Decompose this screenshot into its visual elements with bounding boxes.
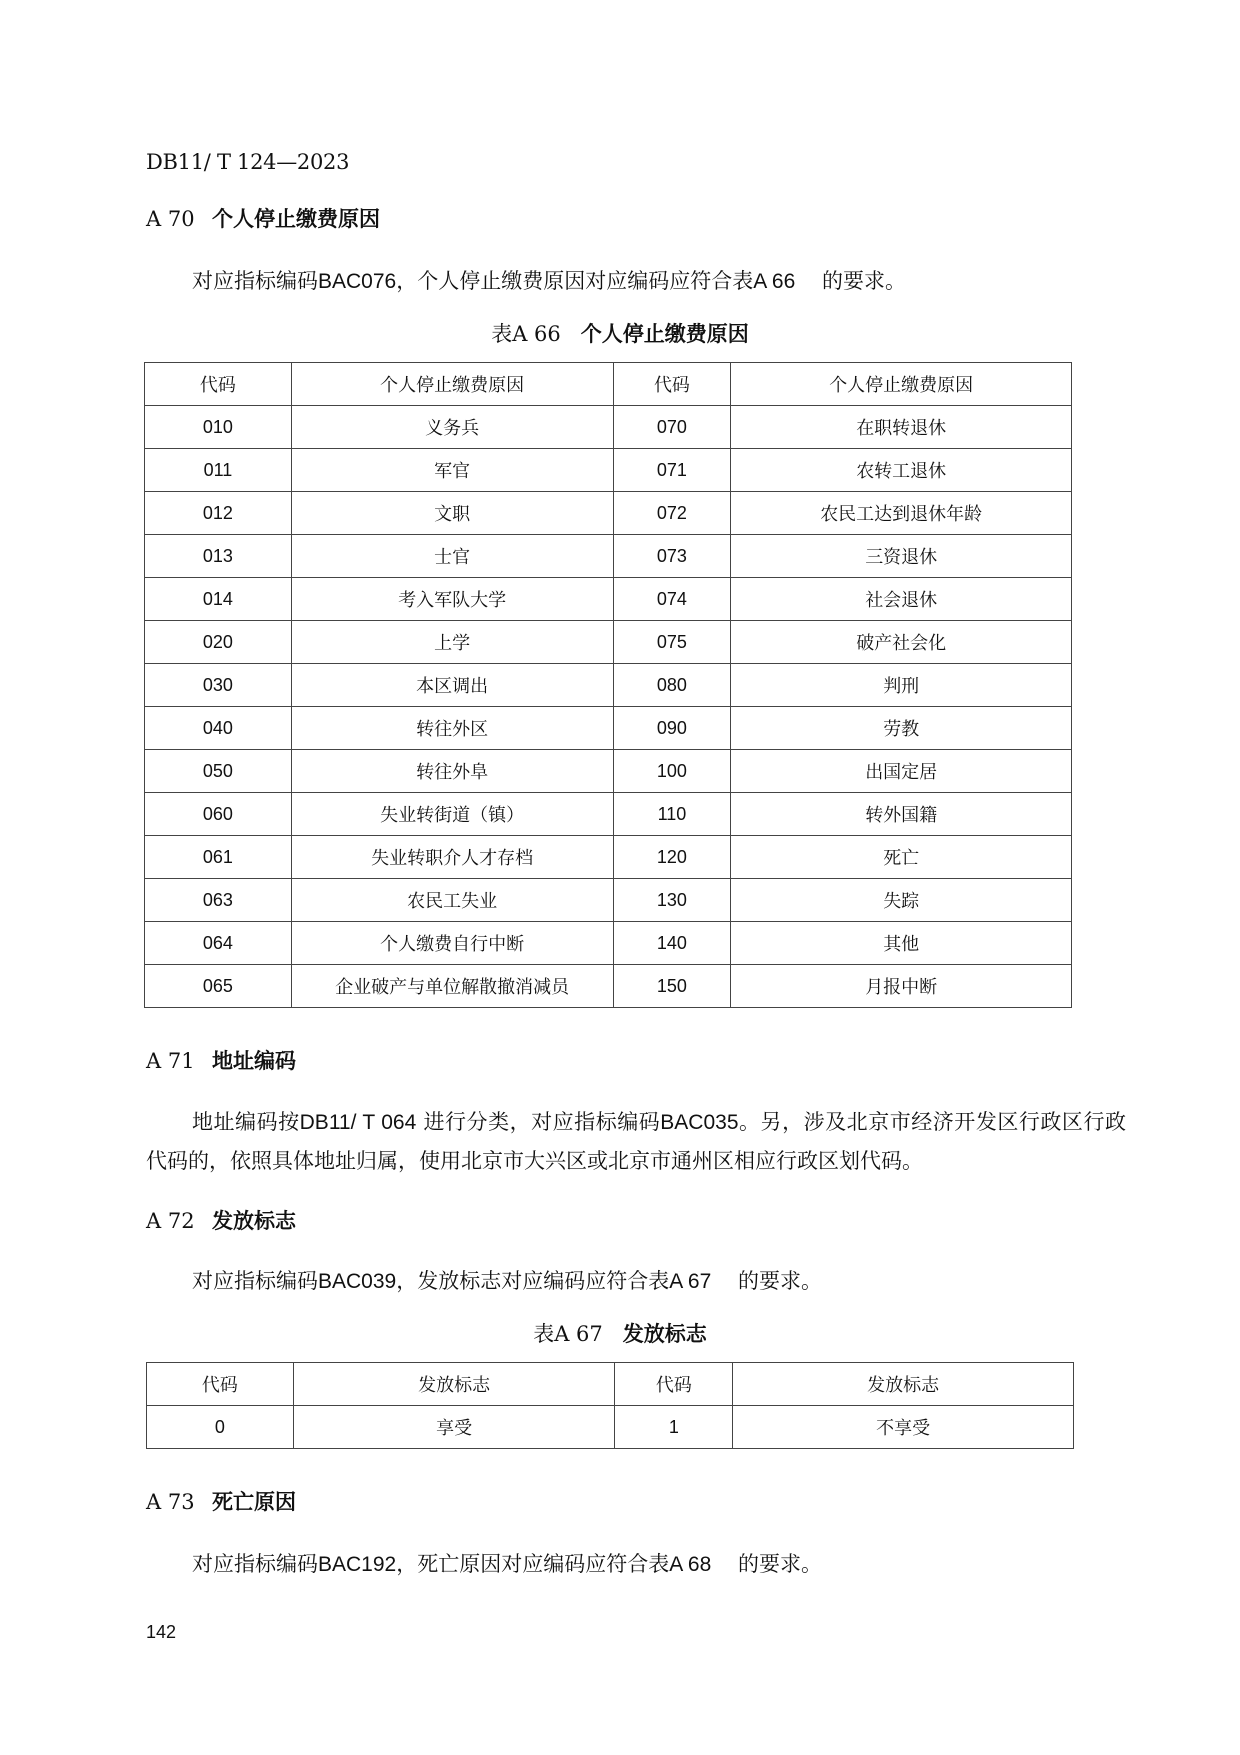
table-row <box>145 578 1072 621</box>
table-row <box>145 492 1072 535</box>
section-number: A 70 <box>146 207 195 231</box>
description-cell: 企业破产与单位解散撤消减员 <box>291 965 613 1008</box>
code-cell: 063 <box>145 879 292 922</box>
description-cell: 其他 <box>731 922 1072 965</box>
code-cell: 030 <box>145 664 292 707</box>
section-heading-a70 <box>146 203 380 233</box>
header-cell: 个人停止缴费原因 <box>291 363 613 406</box>
description-cell: 转外国籍 <box>731 793 1072 836</box>
description-cell: 转往外阜 <box>291 750 613 793</box>
section-title: 个人停止缴费原因 <box>212 207 380 231</box>
para-text: ，个人停止缴费原因对应编码应符合表 <box>396 269 754 293</box>
description-cell: 军官 <box>291 449 613 492</box>
code-cell: 065 <box>145 965 292 1008</box>
indicator-code: BAC192 <box>318 1553 397 1576</box>
para-text: 对应指标编码 <box>192 1552 318 1576</box>
table-row <box>145 707 1072 750</box>
code-cell: 010 <box>145 406 292 449</box>
section-number: A 72 <box>146 1209 195 1233</box>
table-caption-a67 <box>0 1318 1240 1348</box>
description-cell: 出国定居 <box>731 750 1072 793</box>
table-row <box>145 449 1072 492</box>
header-cell: 代码 <box>615 1363 733 1406</box>
para-text: ，死亡原因对应编码应符合表 <box>396 1552 670 1576</box>
section-heading-a73 <box>146 1486 296 1516</box>
description-cell: 士官 <box>291 535 613 578</box>
caption-title: 发放标志 <box>622 1322 707 1346</box>
para-text: 地址编码按 <box>192 1110 300 1134</box>
table-row <box>145 922 1072 965</box>
description-cell: 死亡 <box>731 836 1072 879</box>
description-cell: 三资退休 <box>731 535 1072 578</box>
description-cell: 判刑 <box>731 664 1072 707</box>
indicator-code: BAC039 <box>318 1270 397 1293</box>
description-cell: 农转工退休 <box>731 449 1072 492</box>
code-cell: 110 <box>613 793 731 836</box>
code-cell: 071 <box>613 449 731 492</box>
para-text: 进行分类，对应指标编码 <box>416 1110 661 1134</box>
header-cell: 代码 <box>613 363 731 406</box>
description-cell: 文职 <box>291 492 613 535</box>
description-cell: 失业转职介人才存档 <box>291 836 613 879</box>
caption-title: 个人停止缴费原因 <box>580 322 749 346</box>
page-number: 142 <box>146 1622 177 1642</box>
code-cell: 020 <box>145 621 292 664</box>
paragraph-a73 <box>146 1545 1126 1584</box>
table-ref: A 68 <box>669 1553 712 1576</box>
description-cell: 本区调出 <box>291 664 613 707</box>
indicator-code: BAC035 <box>660 1111 739 1134</box>
table-a67 <box>146 1362 1074 1449</box>
description-cell: 在职转退休 <box>731 406 1072 449</box>
description-cell: 月报中断 <box>731 965 1072 1008</box>
description-cell: 义务兵 <box>291 406 613 449</box>
para-text: 的要求。 <box>737 1269 822 1293</box>
description-cell: 转往外区 <box>291 707 613 750</box>
table-ref: A 66 <box>753 270 796 293</box>
section-number: A 73 <box>146 1490 195 1514</box>
para-text: 对应指标编码 <box>192 269 318 293</box>
code-cell: 070 <box>613 406 731 449</box>
code-cell: 060 <box>145 793 292 836</box>
section-title: 死亡原因 <box>212 1490 296 1514</box>
description-cell: 失业转街道（镇） <box>291 793 613 836</box>
header-cell: 发放标志 <box>733 1363 1074 1406</box>
code-cell: 140 <box>613 922 731 965</box>
code-cell: 120 <box>613 836 731 879</box>
description-cell: 失踪 <box>731 879 1072 922</box>
description-cell: 不享受 <box>733 1406 1074 1449</box>
header-cell: 代码 <box>145 363 292 406</box>
code-cell: 061 <box>145 836 292 879</box>
section-heading-a72 <box>146 1205 296 1235</box>
para-text: 的要求。 <box>737 1552 822 1576</box>
paragraph-a71 <box>146 1103 1126 1180</box>
table-header-row <box>145 363 1072 406</box>
description-cell: 享受 <box>293 1406 615 1449</box>
section-title: 地址编码 <box>212 1049 296 1073</box>
para-text: 对应指标编码 <box>192 1269 318 1293</box>
description-cell: 破产社会化 <box>731 621 1072 664</box>
description-cell: 劳教 <box>731 707 1072 750</box>
code-cell: 011 <box>145 449 292 492</box>
table-row <box>145 879 1072 922</box>
para-text: 的要求。 <box>821 269 906 293</box>
indicator-code: BAC076 <box>318 270 397 293</box>
table-header-row <box>147 1363 1074 1406</box>
table-row <box>147 1406 1074 1449</box>
code-cell: 075 <box>613 621 731 664</box>
table-row <box>145 793 1072 836</box>
code-cell: 0 <box>147 1406 294 1449</box>
description-cell: 农民工失业 <box>291 879 613 922</box>
header-cell: 个人停止缴费原因 <box>731 363 1072 406</box>
caption-number: 表A 66 <box>491 322 561 346</box>
table-row <box>145 621 1072 664</box>
code-cell: 064 <box>145 922 292 965</box>
paragraph-a70 <box>146 262 1126 301</box>
code-cell: 013 <box>145 535 292 578</box>
description-cell: 考入军队大学 <box>291 578 613 621</box>
code-cell: 040 <box>145 707 292 750</box>
paragraph-a72 <box>146 1262 1126 1301</box>
section-number: A 71 <box>146 1049 195 1073</box>
para-text: 。另，涉及北京市经济开发区行政区行政代码的，依照具体地址归属，使用北京市大兴区或北京市通州区相应行政区划代码。 <box>146 1110 1126 1173</box>
code-cell: 100 <box>613 750 731 793</box>
description-cell: 上学 <box>291 621 613 664</box>
description-cell: 社会退休 <box>731 578 1072 621</box>
code-cell: 014 <box>145 578 292 621</box>
code-cell: 130 <box>613 879 731 922</box>
table-a66 <box>144 362 1072 1008</box>
code-cell: 073 <box>613 535 731 578</box>
table-row <box>145 750 1072 793</box>
table-ref: A 67 <box>669 1270 712 1293</box>
section-heading-a71 <box>146 1045 296 1075</box>
section-title: 发放标志 <box>212 1209 296 1233</box>
caption-number: 表A 67 <box>533 1322 603 1346</box>
code-cell: 050 <box>145 750 292 793</box>
table-row <box>145 836 1072 879</box>
para-text: ，发放标志对应编码应符合表 <box>396 1269 670 1293</box>
code-cell: 1 <box>615 1406 733 1449</box>
table-row <box>145 965 1072 1008</box>
code-cell: 072 <box>613 492 731 535</box>
code-cell: 150 <box>613 965 731 1008</box>
standard-ref: DB11/ T 064 <box>299 1111 417 1134</box>
table-row <box>145 406 1072 449</box>
description-cell: 农民工达到退休年龄 <box>731 492 1072 535</box>
table-caption-a66 <box>0 318 1240 348</box>
table-row <box>145 535 1072 578</box>
code-cell: 080 <box>613 664 731 707</box>
description-cell: 个人缴费自行中断 <box>291 922 613 965</box>
table-row <box>145 664 1072 707</box>
code-cell: 012 <box>145 492 292 535</box>
header-cell: 代码 <box>147 1363 294 1406</box>
standard-code: DB11/ T 124—2023 <box>146 150 350 174</box>
code-cell: 090 <box>613 707 731 750</box>
code-cell: 074 <box>613 578 731 621</box>
header-cell: 发放标志 <box>293 1363 615 1406</box>
